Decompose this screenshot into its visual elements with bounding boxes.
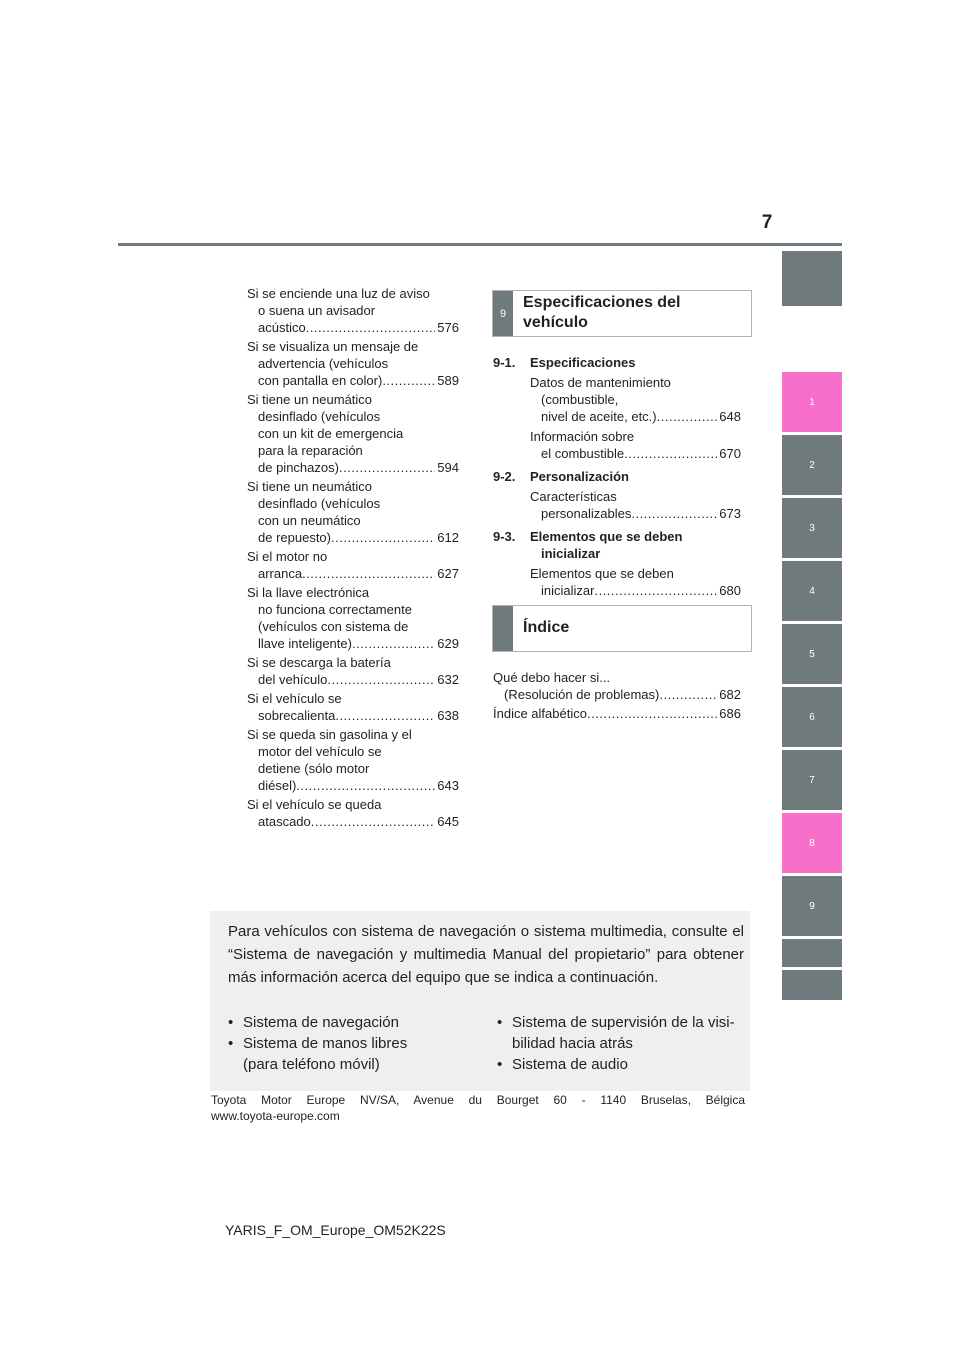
page-ref: 645 bbox=[437, 814, 459, 829]
navigation-info-box bbox=[210, 911, 750, 1091]
bullet-item: • Sistema de supervisión de la visi- bbox=[497, 1014, 735, 1031]
toc-entry[interactable]: Datos de mantenimiento (combustible, nivel de aceite, etc.) ..... 648 bbox=[493, 374, 741, 425]
page-ref: 627 bbox=[437, 566, 459, 581]
chapter-tab-5[interactable]: 5 bbox=[782, 624, 842, 684]
website-link[interactable]: www.toyota-europe.com bbox=[211, 1109, 340, 1123]
toc-entry[interactable]: Índice alfabético ..... 686 bbox=[493, 705, 741, 722]
toc-entry[interactable]: Qué debo hacer si... (Resolución de problemas) ..... 682 bbox=[493, 669, 741, 703]
chapter-tab-7[interactable]: 7 bbox=[782, 750, 842, 810]
index-header[interactable] bbox=[492, 605, 752, 652]
page-ref: 594 bbox=[437, 460, 459, 475]
section-marker bbox=[493, 606, 513, 651]
toc-entry[interactable]: Si se descarga la batería del vehículo ..... 632 bbox=[247, 654, 459, 688]
bullet-list-right: • Sistema de supervisión de la visi- bilidad hacia atrás • Sistema de audio bbox=[497, 1012, 747, 1075]
toc-entry[interactable]: Si se queda sin gasolina y el motor del vehículo se detiene (sólo motor diésel) ..... 643 bbox=[247, 726, 459, 794]
page-ref: 648 bbox=[719, 409, 741, 424]
toc-entry[interactable]: Elementos que se deben inicializar ..... 680 bbox=[493, 565, 741, 599]
chapter-tab-9[interactable]: 9 bbox=[782, 876, 842, 936]
troubleshooting-list bbox=[247, 285, 459, 832]
page-ref: 680 bbox=[719, 583, 741, 598]
toc-entry[interactable]: Si el motor no arranca ..... 627 bbox=[247, 548, 459, 582]
section-title: Especificaciones del vehículo bbox=[523, 294, 681, 331]
page-ref: 682 bbox=[719, 687, 741, 702]
bullet-item: • Sistema de navegación bbox=[228, 1014, 399, 1031]
chapter-tab-1[interactable]: 1 bbox=[782, 372, 842, 432]
chapter-tab-2[interactable]: 2 bbox=[782, 435, 842, 495]
toc-entry[interactable]: Si se visualiza un mensaje de advertencia (vehículos con pantalla en color) ..... 589 bbox=[247, 338, 459, 389]
chapter-tab-6[interactable]: 6 bbox=[782, 687, 842, 747]
chapter-tab-blank-top[interactable] bbox=[782, 251, 842, 306]
toc-entry[interactable]: Si la llave electrónica no funciona correctamente (vehículos con sistema de llave inteligente) ..... 629 bbox=[247, 584, 459, 652]
page-ref: 632 bbox=[437, 672, 459, 687]
section-title: Índice bbox=[523, 619, 570, 636]
page-number: 7 bbox=[761, 212, 773, 233]
page-ref: 576 bbox=[437, 320, 459, 335]
bullet-item: • Sistema de manos libres bbox=[228, 1035, 408, 1052]
page-ref: 673 bbox=[719, 506, 741, 521]
chapter-tab-index-b[interactable] bbox=[782, 970, 842, 1000]
subsection-heading[interactable]: 9-2. Personalización bbox=[493, 469, 629, 484]
page-ref: 638 bbox=[437, 708, 459, 723]
chapter-tab-4[interactable]: 4 bbox=[782, 561, 842, 621]
bullet-list-left: • Sistema de navegación • Sistema de manos libres (para teléfono móvil) bbox=[228, 1012, 468, 1075]
page-ref: 589 bbox=[437, 373, 459, 388]
toc-entry[interactable]: Si tiene un neumático desinflado (vehículos con un kit de emergencia para la reparación de pinchazos) ..... 594 bbox=[247, 391, 459, 476]
bullet-item: • Sistema de audio bbox=[497, 1056, 628, 1073]
page-ref: 670 bbox=[719, 446, 741, 461]
info-paragraph: Para vehículos con sistema de navegación o sistema multimedia, consulte el “Sistema de navegación y multimedia Manual del propietario” para obtener más información acerca del equipo que se indica a continuación. bbox=[228, 923, 744, 986]
toc-entry[interactable]: Si tiene un neumático desinflado (vehículos con un neumático de repuesto) ..... 612 bbox=[247, 478, 459, 546]
chapter-tab-index-a[interactable] bbox=[782, 939, 842, 967]
subsection-heading[interactable]: 9-1. Especificaciones bbox=[493, 355, 636, 370]
section-9-contents bbox=[493, 354, 741, 599]
toc-entry[interactable]: Si el vehículo se queda atascado ..... 645 bbox=[247, 796, 459, 830]
page-ref: 629 bbox=[437, 636, 459, 651]
toc-entry[interactable]: Características personalizables ..... 673 bbox=[493, 488, 741, 522]
header-rule bbox=[118, 243, 842, 246]
section-9-header[interactable] bbox=[492, 290, 752, 337]
toc-entry[interactable]: Si el vehículo se sobrecalienta ..... 638 bbox=[247, 690, 459, 724]
index-contents bbox=[493, 669, 741, 722]
page-ref: 686 bbox=[719, 706, 741, 721]
page-ref: 612 bbox=[437, 530, 459, 545]
publisher-address: Toyota Motor Europe NV/SA, Avenue du Bourget 60 - 1140 Bruselas, Bélgica www.toyota-europe.com bbox=[211, 1093, 745, 1123]
chapter-tab-8[interactable]: 8 bbox=[782, 813, 842, 873]
section-number-marker: 9 bbox=[493, 291, 513, 336]
toc-entry[interactable]: Información sobre el combustible ..... 670 bbox=[493, 428, 741, 462]
subsection-heading[interactable]: 9-3. Elementos que se deben inicializar bbox=[493, 529, 683, 561]
document-code: YARIS_F_OM_Europe_OM52K22S bbox=[225, 1222, 446, 1238]
chapter-tab-3[interactable]: 3 bbox=[782, 498, 842, 558]
page-ref: 643 bbox=[437, 778, 459, 793]
toc-entry[interactable]: Si se enciende una luz de aviso o suena un avisador acústico ..... 576 bbox=[247, 285, 459, 336]
